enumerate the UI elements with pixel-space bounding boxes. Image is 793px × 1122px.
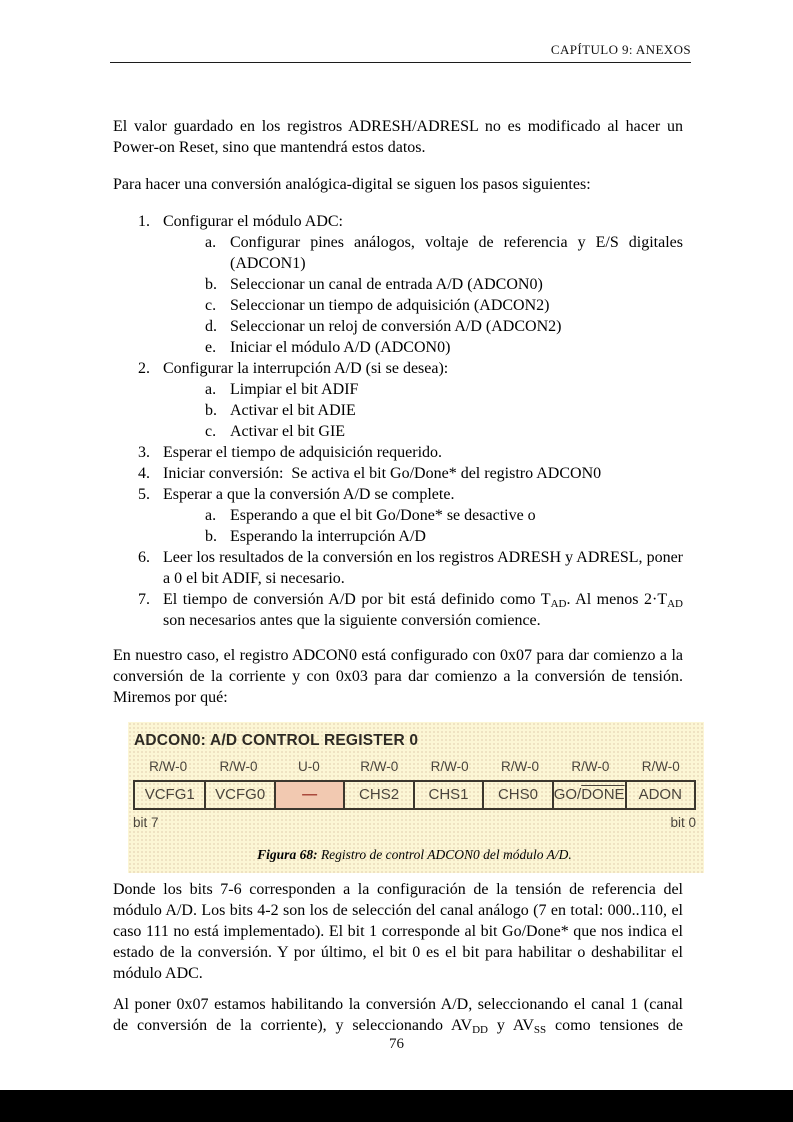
bit-cell-unimplemented [274,782,343,808]
bit-cell-go-done [552,782,625,808]
list-letter: c. [205,423,217,440]
list-subitem-text: Iniciar el módulo A/D (ADCON0) [230,339,451,356]
step7-text-part1: El tiempo de conversión A/D por bit está definido como T [163,591,551,608]
figure-caption-label: Figura 68: [257,847,318,862]
p5-part1: Al poner 0x07 estamos habilitando la conversión A/D, seleccionando el canal 1 (canal de conversión de la corriente), y seleccionando AV [113,996,683,1034]
list-item [113,358,683,379]
bit-cell-label: CHS2 [359,786,400,803]
paragraph-adcon0-values: En nuestro caso, el registro ADCON0 está configurado con 0x07 para dar comienzo a la conversión de la corriente y con 0x03 para dar comienzo a la conversión de tensión. Miremos por qué: [113,647,683,706]
list-subitem-text: Esperando a que el bit Go/Done* se desactive o [230,507,536,524]
list-item-text: Iniciar conversión: Se activa el bit Go/Done* del registro ADCON0 [163,465,602,482]
tad-subscript: AD [550,598,567,610]
list-number: 4. [138,465,150,482]
step7-text-part3: son necesarios antes que la siguiente conversión comience. [163,612,541,629]
list-subitem [113,526,683,547]
list-subitem-text: Seleccionar un tiempo de adquisición (ADCON2) [230,297,550,314]
bit-cell-vcfg0 [204,782,273,808]
list-item-text: Configurar el módulo ADC: [163,213,343,230]
figure-caption-text: Registro de control ADCON0 del módulo A/D. [317,847,572,862]
list-subitem [113,379,683,400]
access-label: R/W-0 [149,759,188,774]
list-letter: d. [205,318,217,335]
access-label: R/W-0 [360,759,399,774]
paragraph-0x07-explanation [113,994,683,1036]
register-figure [128,722,704,873]
figure-caption [133,844,696,865]
list-item [113,442,683,463]
list-letter: b. [205,402,217,419]
list-item [113,463,683,484]
tad-subscript: AD [667,598,683,610]
list-number: 1. [138,213,150,230]
access-label: R/W-0 [430,759,469,774]
list-subitem [113,316,683,337]
list-subitem-text: Activar el bit ADIE [230,402,356,419]
bit-cell-label: ADON [638,786,682,803]
list-item-text: Esperar a que la conversión A/D se complete. [163,486,455,503]
bit-cell-label: VCFG1 [144,786,195,803]
list-subitem-text: Seleccionar un reloj de conversión A/D (ADCON2) [230,318,562,335]
list-item-text: Configurar la interrupción A/D (si se desea): [163,360,449,377]
list-item [113,211,683,232]
list-item [113,547,683,589]
p5-part2: y AV [487,1017,534,1034]
bit-cell-label: CHS1 [428,786,469,803]
bit-cell-label: — [302,786,318,803]
list-subitem [113,337,683,358]
list-number: 2. [138,360,150,377]
p5-part3: como tensiones de [546,1017,684,1034]
list-subitem-text: Esperando la interrupción A/D [230,528,426,545]
list-subitem [113,400,683,421]
list-subitem [113,421,683,442]
list-letter: c. [205,297,217,314]
access-label: R/W-0 [219,759,258,774]
bit-cell-chs0 [482,782,551,808]
list-subitem [113,274,683,295]
list-letter: b. [205,276,217,293]
access-label: U-0 [298,759,320,774]
list-item-text: Esperar el tiempo de adquisición requerido. [163,444,443,461]
access-label: R/W-0 [571,759,610,774]
bit-cell-adon [625,782,694,808]
list-subitem [113,505,683,526]
list-letter: a. [205,381,217,398]
avdd-subscript: DD [472,1024,488,1036]
bit-cell-chs2 [343,782,412,808]
register-title: ADCON0: A/D CONTROL REGISTER 0 [134,732,419,749]
access-label: R/W-0 [641,759,680,774]
bit0-label: bit 0 [670,815,696,830]
list-letter: b. [205,528,217,545]
list-letter: a. [205,234,217,251]
list-item [113,484,683,505]
paragraph-intro-steps: Para hacer una conversión analógica-digital se siguen los pasos siguientes: [113,176,591,193]
paragraph-adresh: El valor guardado en los registros ADRESH/ADRESL no es modificado al hacer un Power-on Reset, sino que mantendrá estos datos. [113,118,683,156]
list-subitem [113,232,683,274]
register-bit-ends [133,812,696,833]
page-content [113,116,696,1052]
list-number: 6. [138,549,150,566]
step7-text-part2: . Al menos 2·T [566,591,668,608]
list-item [113,589,683,631]
list-subitem-text: Seleccionar un canal de entrada A/D (ADCON0) [230,276,543,293]
bit-cell-label: CHS0 [497,786,538,803]
bit7-label: bit 7 [133,815,159,830]
bit-cell-label: GO/ [553,786,582,803]
list-item-text [163,589,683,631]
list-subitem-text: Limpiar el bit ADIF [230,381,359,398]
bit-cell-chs1 [413,782,482,808]
scan-edge-band [0,1090,793,1122]
register-access-row [133,756,696,777]
list-number: 5. [138,486,150,503]
list-item-text: Leer los resultados de la conversión en los registros ADRESH y ADRESL, poner a 0 el bit ADIF, si necesario. [163,549,683,587]
list-letter: e. [205,339,217,356]
list-subitem [113,295,683,316]
page-number: 76 [389,1036,404,1052]
running-header: CAPÍTULO 9: ANEXOS [110,42,691,63]
bit-cell-label: VCFG0 [215,786,266,803]
bit-cell-label-overlined: DONE [581,786,625,803]
steps-list [113,211,683,631]
list-letter: a. [205,507,217,524]
list-number: 7. [138,591,150,608]
register-bit-table [133,780,696,810]
avss-subscript: SS [533,1024,547,1036]
list-number: 3. [138,444,150,461]
access-label: R/W-0 [501,759,540,774]
list-subitem-text: Configurar pines análogos, voltaje de referencia y E/S digitales (ADCON1) [230,234,683,272]
bit-cell-vcfg1 [135,782,204,808]
paragraph-bits-explanation: Donde los bits 7-6 corresponden a la configuración de la tensión de referencia del módulo A/D. Los bits 4-2 son los de selección del canal análogo (7 en total: 000..110, el caso 111 no está implementado). El bit 1 corresponde al bit Go/Done* que nos indica el estado de la conversión. Y por último, el bit 0 es el bit para habilitar o deshabilitar el módulo ADC. [113,881,683,982]
list-subitem-text: Activar el bit GIE [230,423,346,440]
